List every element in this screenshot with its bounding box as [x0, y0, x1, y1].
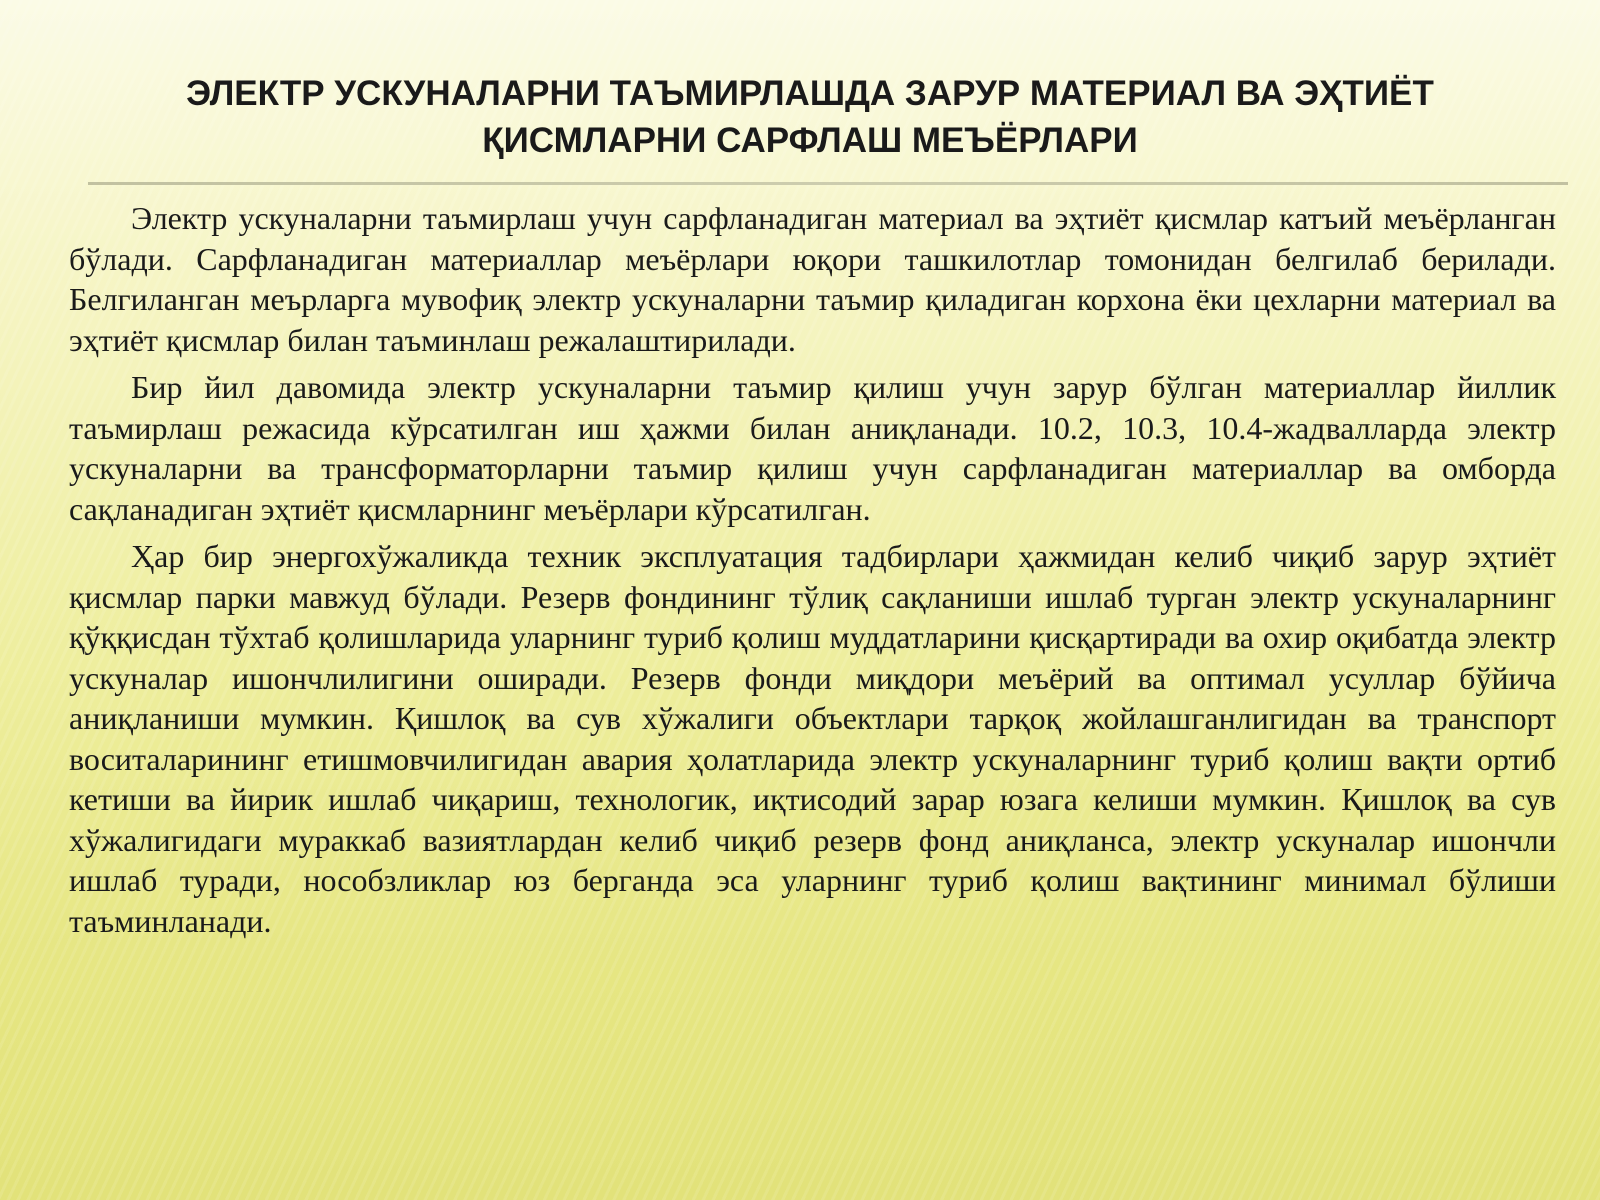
slide-body	[69, 198, 1556, 948]
body-paragraph-2: Бир йил давомида электр ускуналарни таъмир қилиш учун зарур бўлган материаллар йиллик таъмирлаш режасида кўрсатилган иш ҳажми билан аниқланади. 10.2, 10.3, 10.4-жадвалларда электр ускуналарни ва трансформаторларни таъмир қилиш учун сарфланадиган материаллар ва омборда сақланадиган эҳтиёт қисмларнинг меъёрлари кўрсатилган.	[69, 369, 1556, 527]
slide-title-line-2: ҚИСМЛАРНИ САРФЛАШ МЕЪЁРЛАРИ	[482, 121, 1138, 160]
slide-title-line-1: ЭЛЕКТР УСКУНАЛАРНИ ТАЪМИРЛАШДА ЗАРУР МАТЕРИАЛ ВА ЭҲТИЁТ	[186, 74, 1434, 113]
body-paragraph-3: Ҳар бир энергохўжаликда техник эксплуатация тадбирлари ҳажмидан келиб чиқиб зарур эҳтиёт қисмлар парки мавжуд бўлади. Резерв фондининг тўлиқ сақланиши ишлаб турган электр ускуналарнинг қўққисдан тўхтаб қолишларида уларнинг туриб қолиш муддатларини қисқартиради ва охир оқибатда электр ускуналар ишончлилигини оширади. Резерв фонди миқдори меъёрий ва оптимал усуллар бўйича аниқланиши мумкин. Қишлоқ ва сув хўжалиги объектлари тарқоқ жойлашганлигидан ва транспорт воситаларининг етишмовчилигидан авария ҳолатларида электр ускуналарнинг туриб қолиш вақти ортиб кетиши ва йирик ишлаб чиқариш, технологик, иқтисодий зарар юзага келиши мумкин. Қишлоқ ва сув хўжалигидаги мураккаб вазиятлардан келиб чиқиб резерв фонд аниқланса, электр ускуналар ишончли ишлаб туради, нособзликлар юз берганда эса уларнинг туриб қолиш вақтининг минимал бўлиши таъминланади.	[69, 538, 1556, 939]
slide-title	[60, 70, 1560, 164]
title-divider	[88, 182, 1568, 185]
body-paragraph-1: Электр ускуналарни таъмирлаш учун сарфланадиган материал ва эҳтиёт қисмлар катъий меъёрланган бўлади. Сарфланадиган материаллар меъёрлари юқори ташкилотлар томонидан белгилаб берилади. Белгиланган меърларга мувофиқ электр ускуналарни таъмир қиладиган корхона ёки цехларни материал ва эҳтиёт қисмлар билан таъминлаш режалаштирилади.	[69, 200, 1556, 358]
